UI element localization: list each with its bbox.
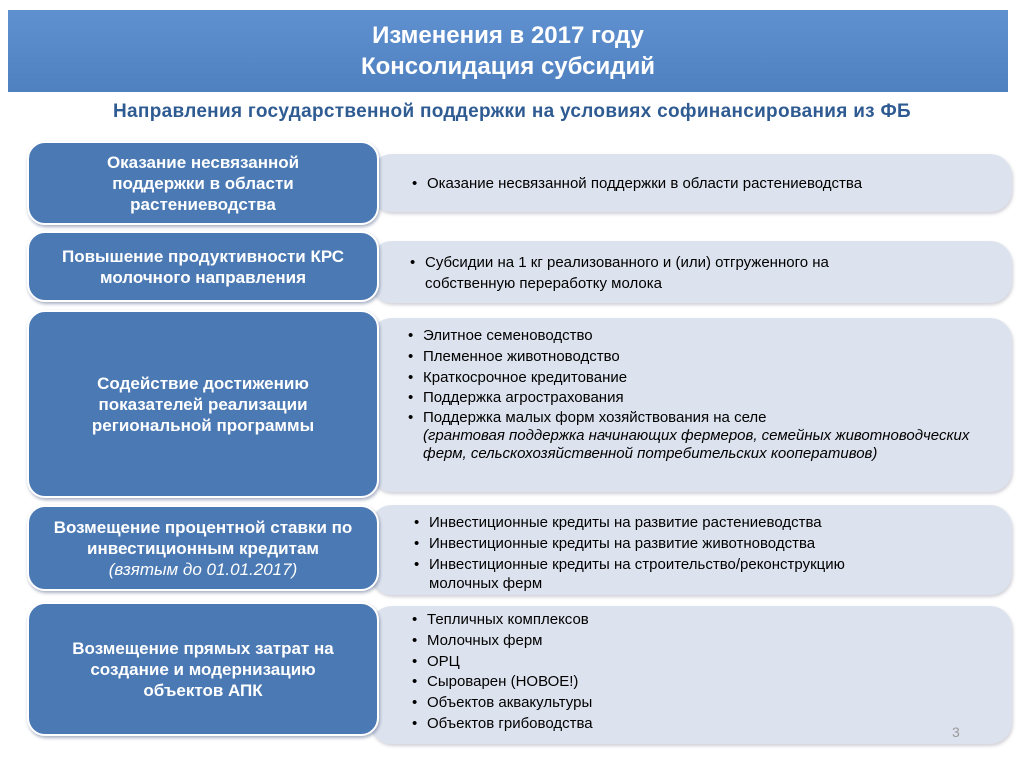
detail-box-5 [370, 606, 1012, 744]
header-title-line2: Консолидация субсидий [360, 53, 656, 80]
slide-header [8, 10, 1008, 92]
detail-list-2 [410, 253, 1012, 295]
list-item: • Элитное семеноводство [408, 326, 1012, 347]
category-box-3 [27, 310, 379, 498]
category-label-5: Возмещение прямых затрат на создание и модернизацию объектов АПК [72, 638, 334, 700]
detail-list-1 [412, 174, 1012, 195]
list-item: • Краткосрочное кредитование [408, 368, 1012, 389]
page-number: 3 [952, 724, 960, 740]
list-item: • Инвестиционные кредиты на развитие животноводства [414, 534, 1012, 555]
list-item: • Инвестиционные кредиты на развитие растениеводства [414, 513, 1012, 534]
list-item: • ОРЦ [412, 652, 1012, 673]
detail-box-1 [370, 154, 1012, 212]
list-item: • Объектов аквакультуры [412, 693, 1012, 714]
detail-list-4 [414, 513, 1012, 593]
list-item-note: (грантовая поддержка начинающих фермеров, семейных животноводческих ферм, сельскохозяйственной потребительских кооперативов) [423, 427, 970, 463]
detail-box-2 [370, 241, 1012, 303]
list-item: • Тепличных комплексов [412, 610, 1012, 631]
category-label-3: Содействие достижению показателей реализации региональной программы [91, 373, 315, 435]
detail-box-3 [370, 318, 1012, 492]
detail-box-4 [370, 505, 1012, 595]
list-item: • Инвестиционные кредиты на строительство/реконструкцию молочных ферм [414, 555, 1012, 593]
category-box-2 [27, 231, 379, 302]
category-box-1 [27, 141, 379, 225]
detail-list-3 [408, 326, 1012, 463]
list-item: • Сыроварен (НОВОЕ!) [412, 672, 1012, 693]
category-label-2: Повышение продуктивности КРС молочного направления [61, 246, 345, 287]
list-item: • Субсидии на 1 кг реализованного и (или) отгруженного на собственную переработку молока [410, 253, 1012, 295]
category-box-5 [27, 602, 379, 736]
list-item [408, 409, 1012, 463]
list-item: • Молочных ферм [412, 631, 1012, 652]
category-box-4 [27, 505, 379, 591]
category-label-1: Оказание несвязанной поддержки в области растениеводства [106, 152, 300, 214]
list-item: • Поддержка агрострахования [408, 388, 1012, 409]
category-label-4: Возмещение процентной ставки по инвестиционным кредитам [53, 517, 353, 558]
detail-list-5 [412, 610, 1012, 735]
list-item: • Объектов грибоводства [412, 714, 1012, 735]
list-item-text: Поддержка малых форм хозяйствования на селе [423, 409, 767, 427]
list-item: • Оказание несвязанной поддержки в области растениеводства [412, 174, 1012, 195]
category-note-4: (взятым до 01.01.2017) [108, 559, 298, 579]
slide-subtitle: Направления государственной поддержки на условиях софинансирования из ФБ [113, 101, 911, 122]
list-item: • Племенное животноводство [408, 347, 1012, 368]
header-title-line1: Изменения в 2017 году [372, 22, 644, 49]
